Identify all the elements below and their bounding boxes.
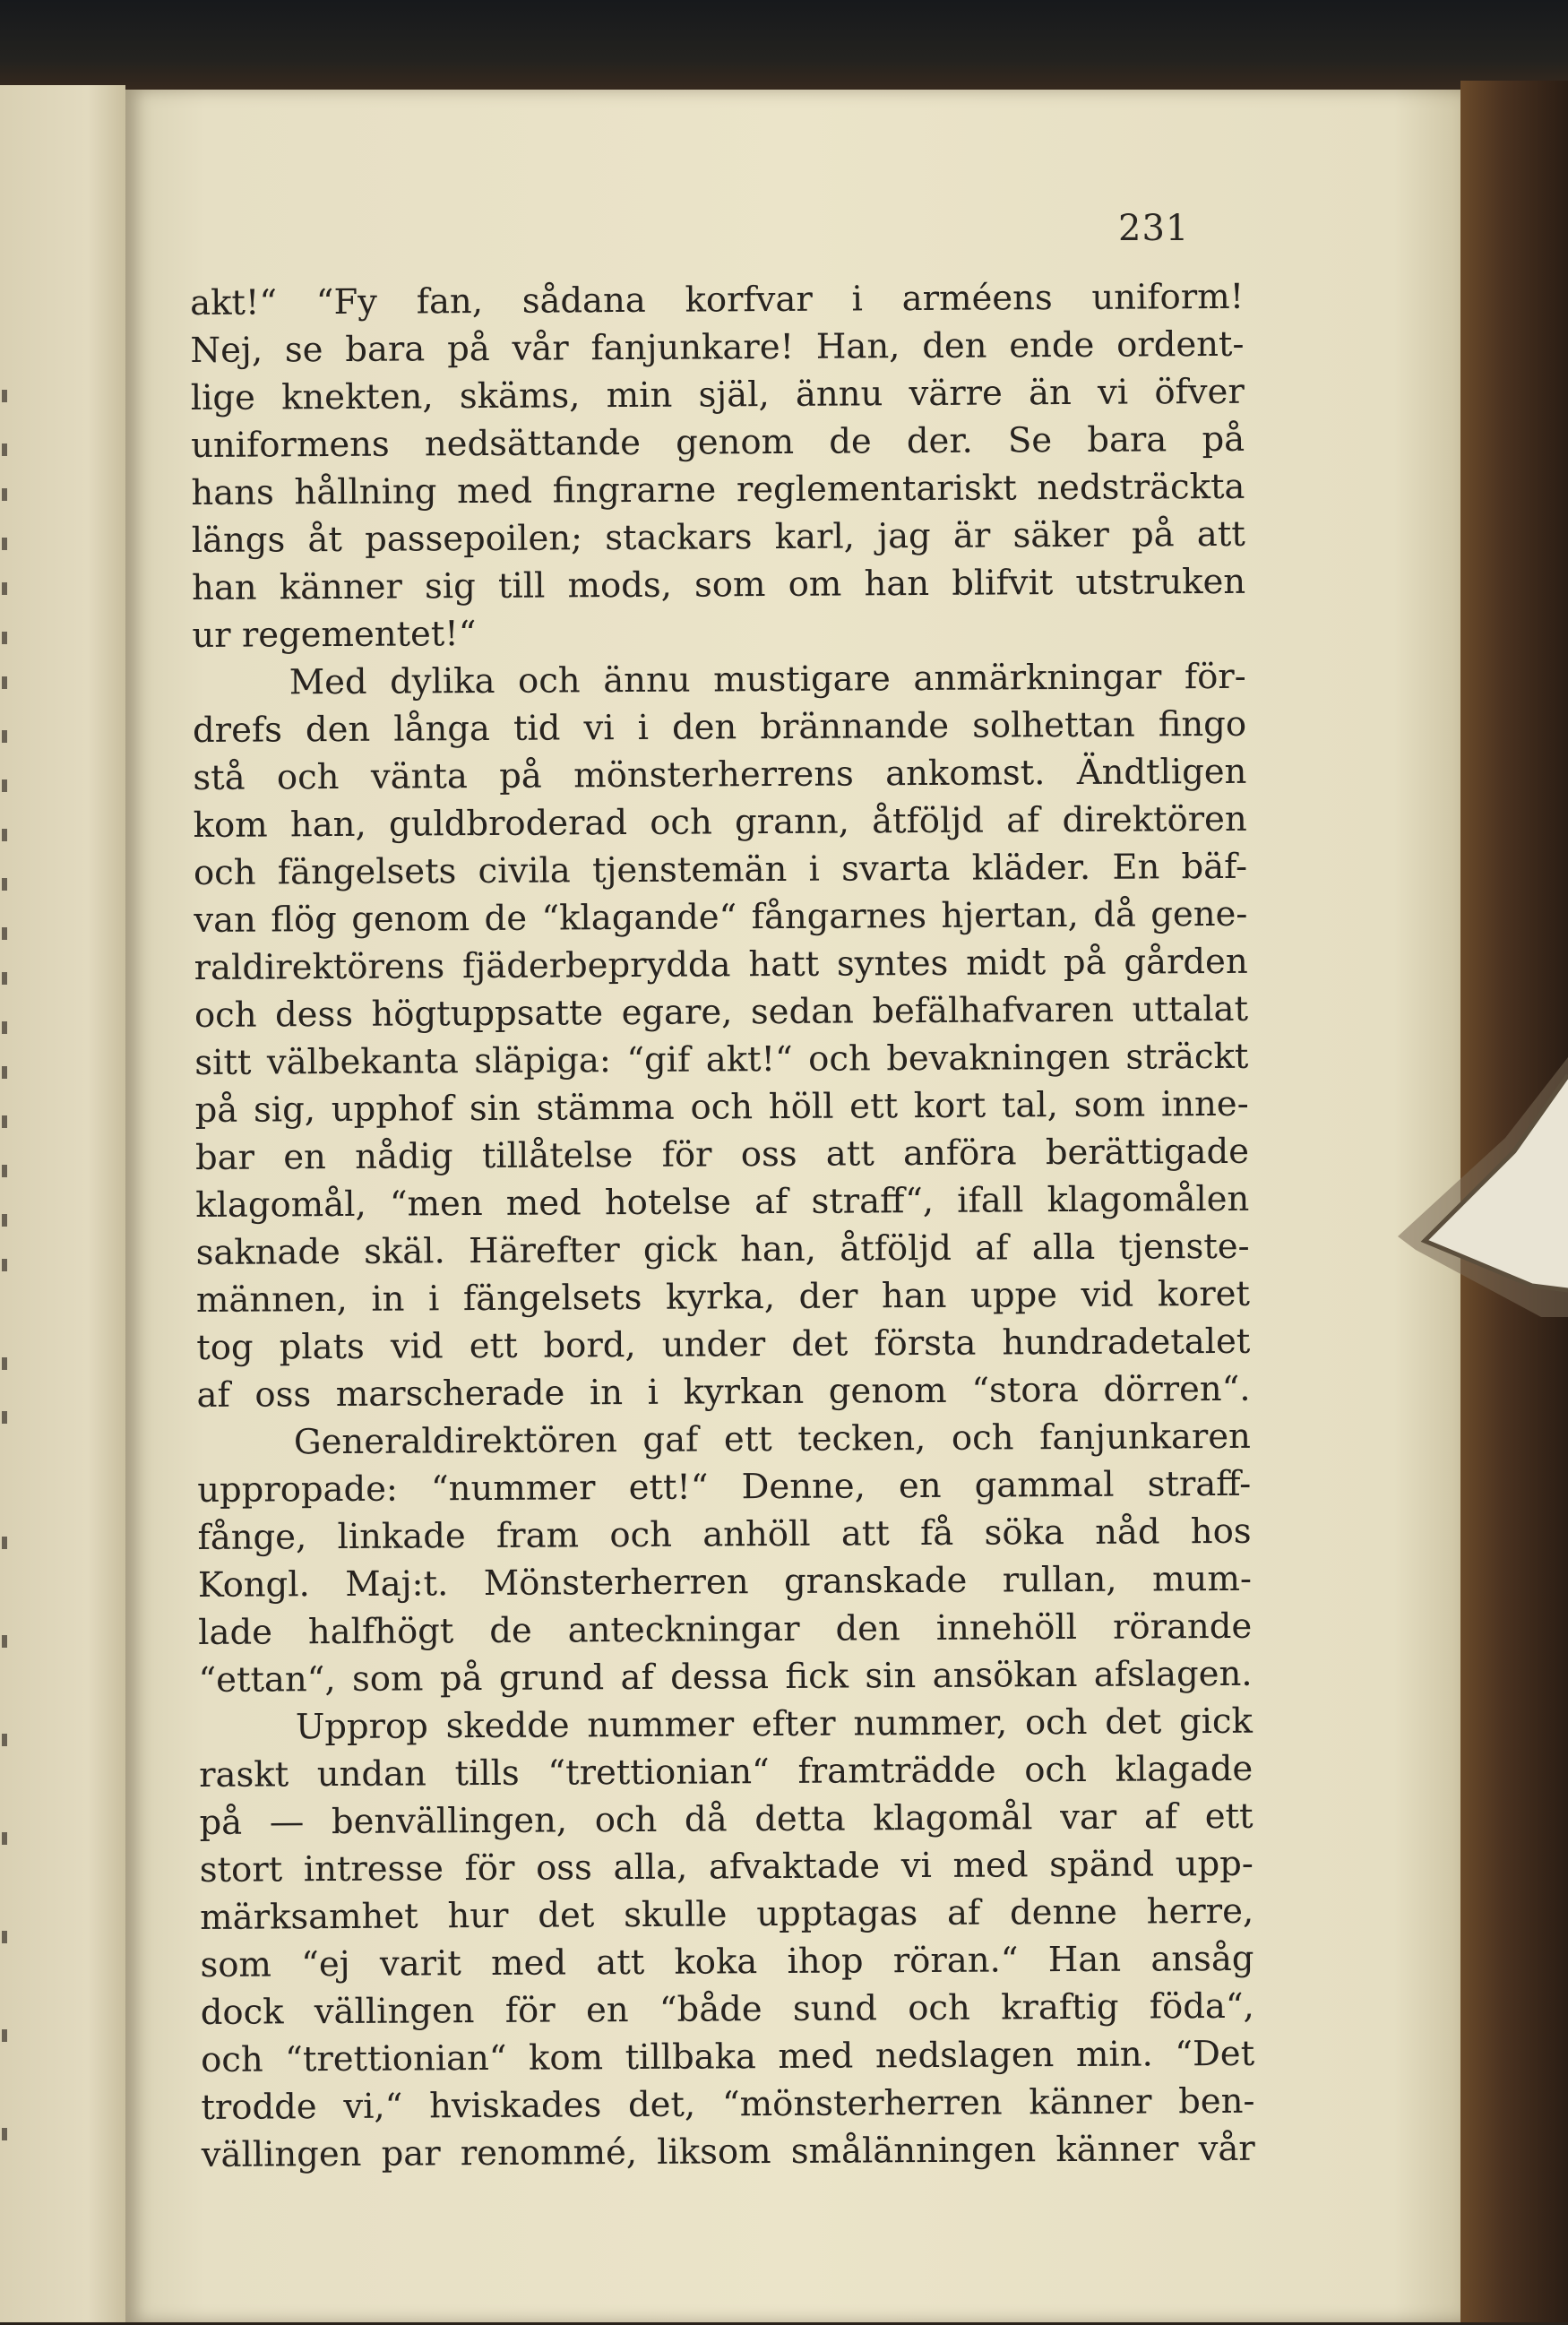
text-line: hans hållning med fingrarne reglementariskt nedsträckta [191,466,1245,513]
text-line: uniformens nedsättande genom de der. Se bara på [190,418,1245,466]
text-line: Kongl. Maj:t. Mönsterherren granskade rullan, mum- [197,1558,1253,1606]
text-line: och dess högtuppsatte egare, sedan befälhafvaren uttalat [194,988,1249,1036]
text-line: drefs den långa tid vi i den brännande solhettan fingo [192,703,1247,751]
page-number: 231 [1118,208,1190,249]
text-line: på — benvällingen, och då detta klagomål var af ett [199,1795,1254,1843]
text-line: längs åt passepoilen; stackars karl, jag är säker på att [191,513,1245,561]
text-line: uppropade: “nummer ett!“ Denne, en gammal straff- [197,1463,1252,1511]
text-line: lade halfhögt de anteckningar den innehöll rörande [198,1606,1253,1653]
text-line: vällingen par renommé, liksom smålänningen känner vår [201,2128,1255,2175]
text-line: dock vällingen för en “både sund och kraftig föda“, [200,1985,1254,2033]
text-line: ur regementet!“ [192,614,477,656]
text-line: raskt undan tills “trettionian“ framträdde och klagade [199,1748,1254,1795]
text-line: lige knekten, skäms, min själ, ännu värre än vi öfver [190,371,1245,418]
text-line: männen, in i fängelsets kyrka, der han uppe vid koret [195,1273,1251,1321]
text-line: tog plats vid ett bord, under det första hundradetalet [196,1321,1251,1368]
text-line: Generaldirektören gaf ett tecken, och fanjunkaren [293,1416,1252,1463]
text-line: kom han, guldbroderad och grann, åtföljd af direktören [193,798,1247,846]
bookmark-ribbon [1398,1057,1568,1317]
text-line: märksamhet hur det skulle upptagas af denne herre, [200,1890,1254,1938]
text-line: “ettan“, som på grund af dessa fick sin ansökan afslagen. [198,1653,1253,1701]
facing-page-text-edge [0,354,18,2325]
background-top [0,0,1568,99]
body-text [190,273,1255,2179]
text-line: raldirektörens fjäderbeprydda hatt syntes midt på gården [194,941,1248,988]
text-line: han känner sig till mods, som om han blifvit utstruken [191,561,1246,608]
text-line: af oss marscherade in i kyrkan genom “stora dörren“. [196,1368,1251,1416]
text-line: van flög genom de “klagande“ fångarnes hjertan, då gene- [194,893,1248,941]
text-line: fånge, linkade fram och anhöll att få söka nåd hos [197,1511,1252,1558]
text-line: och fängelsets civila tjenstemän i svarta kläder. En bäf- [193,846,1248,893]
text-line: på sig, upphof sin stämma och höll ett kort tal, som inne- [194,1083,1249,1131]
text-line: akt!“ “Fy fan, sådana korfvar i arméens uniform! [190,276,1245,323]
text-line: Upprop skedde nummer efter nummer, och det gick [295,1701,1253,1748]
text-line: klagomål, “men med hotelse af straff“, ifall klagomålen [195,1178,1250,1226]
text-line: Med dylika och ännu mustigare anmärkningar för- [289,656,1246,703]
text-line: stort intresse för oss alla, afvaktade vi med spänd upp- [199,1843,1254,1890]
text-line: som “ej varit med att koka ihop röran.“ Han ansåg [200,1938,1254,1985]
text-line: sitt välbekanta släpiga: “gif akt!“ och bevakningen sträckt [194,1036,1249,1083]
text-line: bar en nådig tillåtelse för oss att anföra berättigade [194,1131,1250,1178]
text-line: Nej, se bara på vår fanjunkare! Han, den ende ordent- [190,323,1245,371]
text-line: saknade skäl. Härefter gick han, åtföljd af alla tjenste- [195,1226,1250,1273]
text-line: stå och vänta på mönsterherrens ankomst. Ändtligen [193,751,1247,798]
text-line: och “trettionian“ kom tillbaka med nedslagen min. “Det [201,2033,1255,2080]
text-line: trodde vi,“ hviskades det, “mönsterherren känner ben- [201,2080,1255,2128]
facing-page-left [0,85,125,2322]
